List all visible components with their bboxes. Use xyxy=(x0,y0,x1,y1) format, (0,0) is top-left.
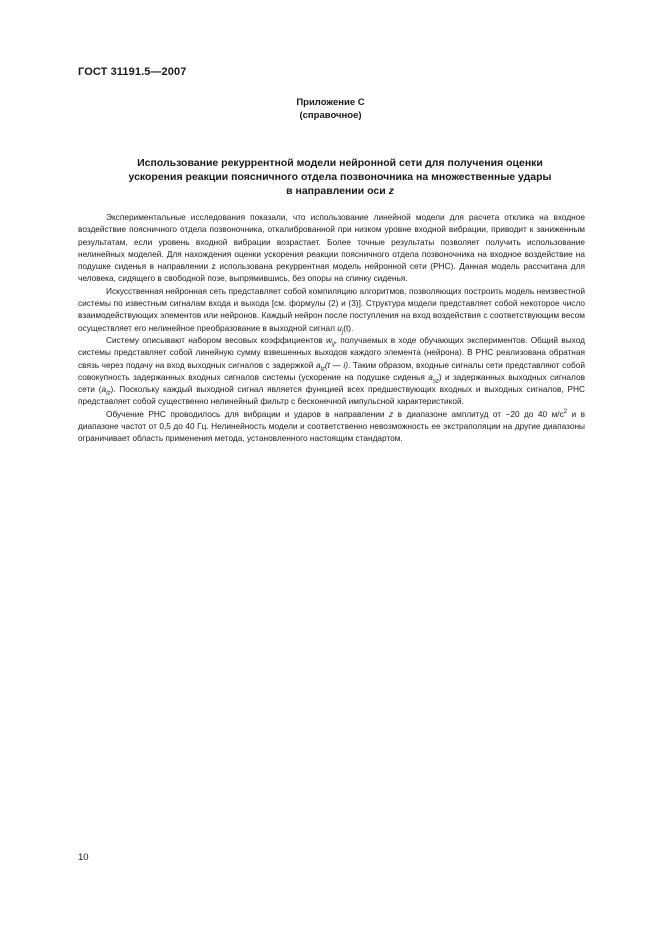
symbol-u-sub: j xyxy=(341,329,344,336)
p3-text-3: . Таким образом, входные сигналы сети представляют собой совокупность задержанных входных сигналов системы (ускорение на подушке сиденья xyxy=(78,359,585,382)
paragraph-2 xyxy=(78,285,585,334)
title-line-3 xyxy=(95,184,585,198)
symbol-a-lz-2-sub: lz xyxy=(106,390,111,397)
paragraph-4 xyxy=(78,408,585,445)
symbol-a-sz-sub: sz xyxy=(432,378,439,385)
p3-text-5: ). Поскольку каждый выходной сигнал является функцией всех предшествующих входных и выходных сигналов, РНС представляет собой существенно нелинейный фильтр с бесконечной импульсной характеристикой. xyxy=(78,384,586,407)
symbol-u-arg: (t). xyxy=(343,322,354,333)
title-line-3-text: в направлении оси xyxy=(286,185,389,197)
symbol-z: z xyxy=(389,408,394,419)
symbol-a-sz: a xyxy=(428,371,433,382)
paragraph-1: Экспериментальные исследования показали, что использование линейной модели для расчета отклика на входное воздействие поясничного отдела позвоночника, откалиброванной при низком уровне входной вибрации, приводит к заниженным результатам, если уровень входной вибрации возрастает. Более точные результаты позволяет получить использование нелинейных моделей. Для нахождения оценки ускорения реакции поясничного отдела позвоночника на входное воздействие на подушке сиденья в направлении z использована рекуррентная модель нейронной сети (РНС). Данная модель рассчитана для человека, сидящего в свободной позе, выпрямившись, без опоры на спинку сиденья. xyxy=(78,212,585,284)
paragraph-3 xyxy=(78,334,585,408)
p4-text-1: Обучение РНС проводилось для вибрации и ударов в направлении xyxy=(106,408,390,419)
title-line-1: Использование рекуррентной модели нейронной сети для получения оценки xyxy=(137,157,543,169)
annex-heading xyxy=(0,96,661,122)
p4-text-3: и в диапазоне частот от 0,5 до 40 Гц. Нелинейность модели и соответственно невозможность ее экстраполяции на другие диапазоны ограничивает область применения метода, установленного настоящим стандартом. xyxy=(78,408,585,444)
p4-text-2: в диапазоне амплитуд от −20 до 40 м/с xyxy=(393,408,564,419)
symbol-a-lz-sub: lz xyxy=(320,366,325,373)
symbol-a-lz: a xyxy=(315,359,321,370)
symbol-a-lz-2: a xyxy=(101,384,107,395)
unit-superscript: 2 xyxy=(563,408,568,415)
symbol-w-sub: ij xyxy=(331,341,335,348)
symbol-w: w xyxy=(325,334,332,345)
title-line-2: ускорения реакции поясничного отдела позвоночника на множественные удары xyxy=(128,171,552,183)
title-axis-symbol: z xyxy=(388,185,394,197)
document-header: ГОСТ 31191.5—2007 xyxy=(78,66,187,78)
document-body xyxy=(78,211,585,445)
section-title xyxy=(95,156,585,198)
page-number: 10 xyxy=(78,852,89,863)
annex-label: Приложение С xyxy=(296,97,365,108)
p3-text-2: , получаемых в ходе обучающих экспериментов. Общий выход системы представляет собой линейную сумму взвешенных выходов каждого элемента (нейрона). В РНС реализована обратная связь через подачу на вход выходных сигналов с задержкой xyxy=(78,334,585,370)
p3-text-4: ) и задержанных выходных сигналов сети ( xyxy=(78,371,585,395)
p3-text-1: Систему описывают набором весовых коэффициентов xyxy=(106,334,326,345)
symbol-a-lz-arg: (t — i) xyxy=(324,359,348,370)
annex-type: (справочное) xyxy=(299,110,362,121)
symbol-u: u xyxy=(337,322,342,333)
paragraph-2-text: Искусственная нейронная сеть представляет собой компиляцию алгоритмов, позволяющих построить модель неизвестной системы по известным сигналам входа и выхода [см. формулы (2) и (3)]. Структура модели представляет собой некоторое число взаимодействующих элементов или нейронов. Каждый нейрон после поступления на вход воздействия с соответствующим весом осуществляет его нелинейное преобразование в выходной сигнал xyxy=(78,285,585,333)
